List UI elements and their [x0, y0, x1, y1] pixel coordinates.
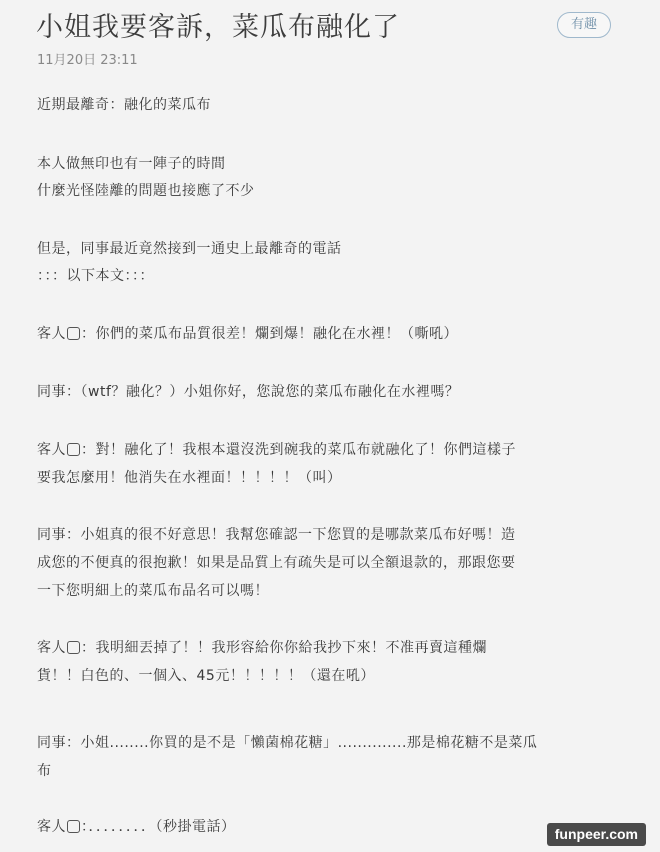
post-title: 小姐我要客訴，菜瓜布融化了: [36, 12, 400, 43]
speaker-label: 客人: [37, 819, 66, 835]
speaker-label: 客人: [37, 326, 66, 342]
body-line: 但是，同事最近竟然接到一通史上最離奇的電話: [37, 241, 342, 257]
dialogue-text: ：．．．．．．．．（秒掛電話）: [81, 819, 236, 835]
body-line: ：：：以下本文：：：: [37, 268, 154, 284]
body-line: 成您的不便真的很抱歉！如果是品質上有疏失是可以全額退款的，那跟您要: [37, 555, 516, 571]
body-line: [37, 816, 236, 836]
body-line: 什麼光怪陸離的問題也接應了不少: [37, 183, 255, 199]
body-line: 布: [37, 763, 52, 779]
body-line: 貨！！白色的、一個入、45元！！！！！（還在吼）: [37, 668, 375, 684]
smiley-icon: [67, 641, 80, 654]
body-line: 同事：小姐........你買的是不是「懶菌棉花糖」..............那是棉花糖不是菜瓜: [37, 735, 538, 751]
speaker-label: 客人: [37, 640, 66, 656]
body-line: [37, 637, 487, 657]
speaker-label: 客人: [37, 442, 66, 458]
smiley-icon: [67, 820, 80, 833]
dialogue-text: ：對！融化了！我根本還沒洗到碗我的菜瓜布就融化了！你們這樣子: [81, 442, 516, 458]
body-line: 本人做無印也有一陣子的時間: [37, 156, 226, 172]
smiley-icon: [67, 443, 80, 456]
body-line: 要我怎麼用！他消失在水裡面！！！！！（叫）: [37, 470, 342, 486]
body-line: 同事：小姐真的很不好意思！我幫您確認一下您買的是哪款菜瓜布好嗎！造: [37, 527, 516, 543]
interesting-badge-button[interactable]: 有趣: [557, 12, 611, 38]
body-line: [37, 439, 516, 459]
post-date: 11月20日 23:11: [37, 53, 138, 68]
body-line: 一下您明細上的菜瓜布品名可以嗎！: [37, 583, 269, 599]
body-line: 近期最離奇：融化的菜瓜布: [37, 97, 211, 113]
body-line: [37, 323, 458, 343]
dialogue-text: ：你們的菜瓜布品質很差！爛到爆！融化在水裡！（嘶吼）: [81, 326, 458, 342]
dialogue-text: ：我明細丟掉了！！我形容給你你給我抄下來！不准再賣這種爛: [81, 640, 487, 656]
smiley-icon: [67, 327, 80, 340]
body-line: 同事：（wtf？融化？）小姐你好，您說您的菜瓜布融化在水裡嗎？: [37, 384, 460, 400]
watermark-logo: funpeer.com: [547, 823, 646, 846]
